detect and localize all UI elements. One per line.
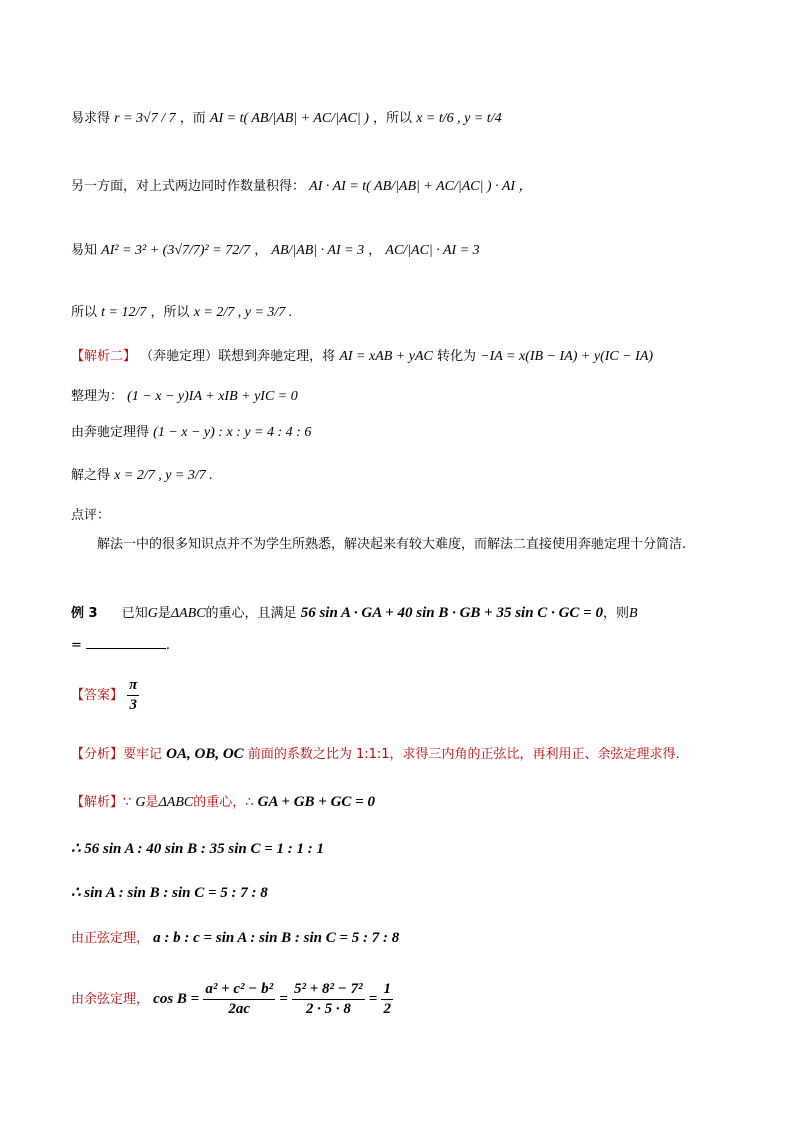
line-dot-product [71,178,533,196]
line5-mid: 转化为 [436,349,476,364]
line4-prefix: 所以 [71,305,98,320]
r-formula: r = 3√7 / 7 [114,111,176,126]
solution-tag: 【解析】 [71,795,124,810]
solution-g: G [135,795,146,810]
comment-label: 点评： [71,508,111,523]
equals-2: = [368,990,378,1007]
ia-transform: −IA = x(IB − IA) + y(IC − IA) [480,349,654,364]
line3-prefix: 易知 [71,243,98,258]
method-two-text: （奔驰定理）联想到奔驰定理，将 [140,349,336,364]
answer-blank-line [71,638,170,654]
answer-blank [86,648,166,649]
ab-dot-ai: AB/|AB| · AI = 3 [271,243,365,258]
line1-mid: ，而 [179,111,206,126]
angle-b: B [628,606,638,621]
triangle-abc: ΔABC [170,606,206,621]
line-solution [71,467,213,485]
xy-values: x = 2/7 , y = 3/7 . [193,305,293,320]
line-benz [71,424,311,442]
law-cosines-prefix: 由余弦定理， [71,991,150,1007]
comment-paragraph: 解法一中的很多知识点并不为学生所熟悉，解决起来有较大难度，而解法二直接使用奔驰定理十分简洁. [97,537,687,552]
blank-end: . [165,638,171,653]
answer-den: 3 [129,696,137,713]
solution-text1: ∵ [123,795,136,810]
solution-formula: x = 2/7 , y = 3/7 . [114,468,213,483]
ratio-formula: (1 − x − y) : x : y = 4 : 4 : 6 [153,425,312,440]
step-law-of-cosines [71,980,393,1019]
line-arrange [71,388,298,406]
analysis-line [71,745,680,764]
example-3 [71,604,638,623]
equals-1: = [279,990,288,1007]
ac-dot-ai: AC/|AC| · AI = 3 [385,243,480,258]
answer-tag: 【答案】 [71,687,124,703]
cos-num-1: a² + c² − b² [203,980,275,1000]
step-law-of-sines [71,929,399,948]
ai-formula: AI = t( AB/|AB| + AC/|AC| ) [209,111,369,126]
cos-den-3: 2 [383,1000,391,1017]
law-sines-prefix: 由正弦定理， [71,931,150,946]
example-label: 例 3 [71,606,98,621]
dot-formula: AI · AI = t( AB/|AB| + AC/|AC| ) · AI ， [309,179,533,194]
line7-prefix: 由奔驰定理得 [71,425,150,440]
answer-fraction [127,676,139,715]
example-text3: 的重心，且满足 [205,606,297,621]
line1-mid2: ，所以 [373,111,413,126]
analysis-text2: 前面的系数之比为 1:1:1，求得三内角的正弦比，再利用正、余弦定理求得. [247,747,680,762]
ai-squared: AI² = 3² + (3√7/7)² = 72/7 [101,243,251,258]
cos-b-label: cos B = [153,990,200,1007]
line3-sep1: ， [254,243,268,258]
line2-prefix: 另一方面，对上式两边同时作数量积得： [71,179,306,194]
line8-prefix: 解之得 [71,468,111,483]
solution-line [71,793,375,812]
step-sine-ratio: ∴ sin A : sin B : sin C = 5 : 7 : 8 [71,885,268,901]
example-text1: 已知 [121,606,148,621]
solution-tri: ΔABC [158,795,194,810]
cos-fraction-1 [203,980,275,1019]
solution-text2: 是 [145,795,159,810]
line3-sep2: ， [368,243,382,258]
cos-num-2: 5² + 8² − 7² [292,980,365,1000]
cos-den-2: 2 · 5 · 8 [305,1000,351,1017]
answer-line [71,676,139,715]
line4-mid: ，所以 [150,305,190,320]
line-known [71,242,480,260]
line-t-result [71,304,292,322]
line-method-two [71,348,653,366]
centroid-sum: GA + GB + GC = 0 [257,794,375,810]
cos-fraction-3 [381,980,393,1019]
t-value: t = 12/7 [101,305,147,320]
method-two-tag: 【解析二】 [71,349,137,364]
analysis-text1: 要牢记 [123,747,163,762]
line1-prefix: 易求得 [71,111,111,126]
xy-formula: x = t/6 , y = t/4 [416,111,502,126]
blank-eq: = [71,638,82,653]
answer-num: π [127,676,139,696]
step-ratio-one: ∴ 56 sin A : 40 sin B : 35 sin C = 1 : 1 : 1 [71,841,324,857]
centroid-condition: 56 sin A · GA + 40 sin B · GB + 35 sin C · GC = 0 [300,605,603,621]
analysis-vectors: OA, OB, OC [166,746,244,762]
cos-den-1: 2ac [228,1000,251,1017]
line6-prefix: 整理为： [71,389,124,404]
example-text2: 是 [157,606,171,621]
cos-fraction-2 [292,980,365,1019]
solution-text3: 的重心，∴ [193,795,254,810]
ai-decomposition: AI = xAB + yAC [339,349,433,364]
example-text4: ，则 [602,606,629,621]
cos-num-3: 1 [381,980,393,1000]
law-sines-formula: a : b : c = sin A : sin B : sin C = 5 : 7 : 8 [153,930,400,946]
point-g: G [147,606,158,621]
arranged-formula: (1 − x − y)IA + xIB + yIC = 0 [127,389,298,404]
analysis-tag: 【分析】 [71,747,124,762]
line-solve-r [71,110,502,128]
